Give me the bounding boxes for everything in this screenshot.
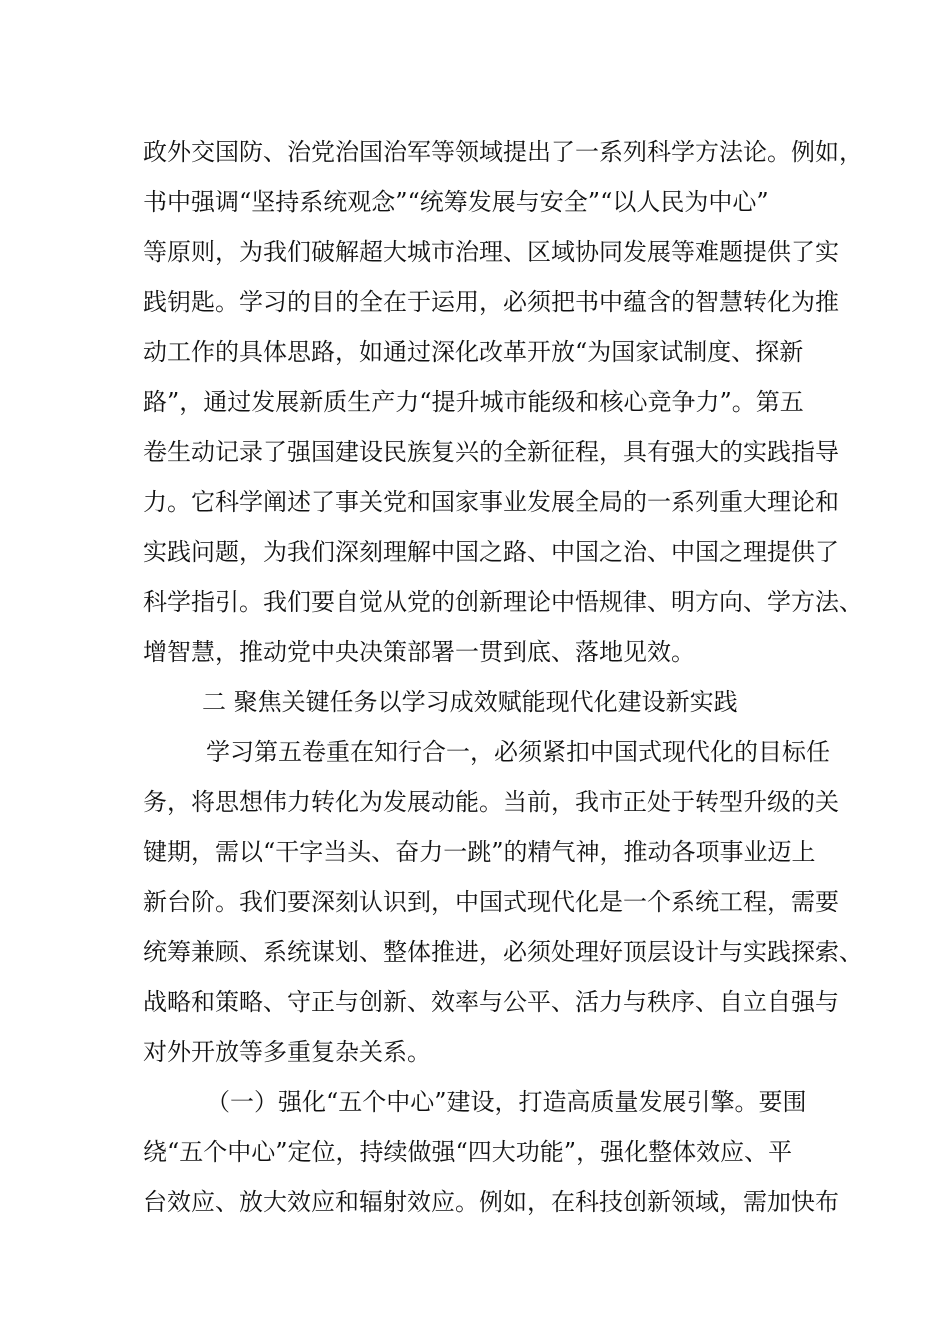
text-line: 路”，通过发展新质生产力“提升城市能级和核心竞争力”。第五 [143,388,804,416]
text-line: 力。它科学阐述了事关党和国家事业发展全局的一系列重大理论和 [143,488,839,516]
text-line: 等原则，为我们破解超大城市治理、区域协同发展等难题提供了实 [143,238,839,266]
text-line: 新台阶。我们要深刻认识到，中国式现代化是一个系统工程，需要 [143,888,839,916]
text-line: 台效应、放大效应和辐射效应。例如，在科技创新领域，需加快布 [143,1188,839,1216]
text-line: 政外交国防、治党治国治军等领域提出了一系列科学方法论。例如， [143,138,863,166]
text-line: 战略和策略、守正与创新、效率与公平、活力与秩序、自立自强与 [143,988,839,1016]
text-line: 践钥匙。学习的目的全在于运用，必须把书中蕴含的智慧转化为推 [143,288,839,316]
text-line: 键期，需以“干字当头、奋力一跳”的精气神，推动各项事业迈上 [143,838,816,866]
text-line: 统筹兼顾、系统谋划、整体推进，必须处理好顶层设计与实践探索、 [143,938,863,966]
text-line: 增智慧，推动党中央决策部署一贯到底、落地见效。 [143,638,695,666]
text-line: 绕“五个中心”定位，持续做强“四大功能”，强化整体效应、平 [143,1138,793,1166]
text-line: 动工作的具体思路，如通过深化改革开放“为国家试制度、探新 [143,338,804,366]
text-line: 卷生动记录了强国建设民族复兴的全新征程，具有强大的实践指导 [143,438,839,466]
subsection-heading: （一）强化“五个中心”建设，打造高质量发展引擎。要围 [206,1088,807,1116]
text-line: 书中强调“坚持系统观念”“统筹发展与安全”“以人民为中心” [143,188,769,216]
section-heading: 二 聚焦关键任务以学习成效赋能现代化建设新实践 [202,688,738,716]
text-line: 务，将思想伟力转化为发展动能。当前，我市正处于转型升级的关 [143,788,839,816]
text-line: 科学指引。我们要自觉从党的创新理论中悟规律、明方向、学方法、 [143,588,863,616]
text-line: 对外开放等多重复杂关系。 [143,1038,431,1066]
text-line: 实践问题，为我们深刻理解中国之路、中国之治、中国之理提供了 [143,538,839,566]
text-line: 学习第五卷重在知行合一，必须紧扣中国式现代化的目标任 [206,738,830,766]
